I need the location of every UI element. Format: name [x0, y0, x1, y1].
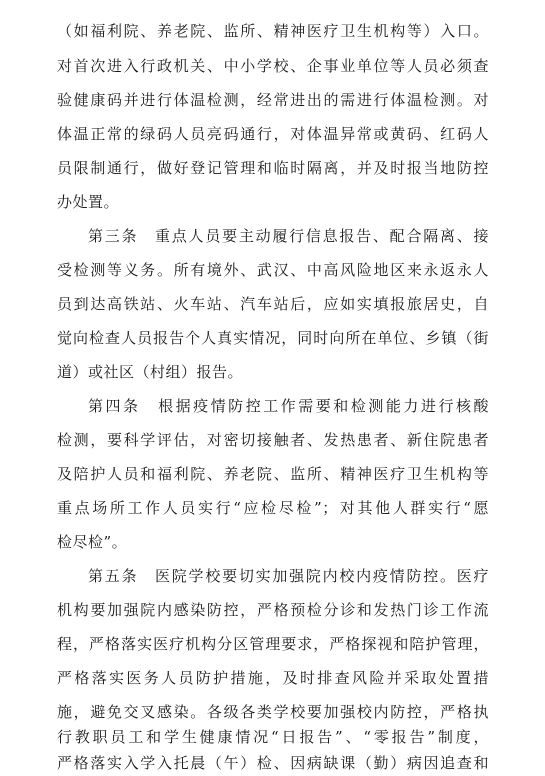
text-line: 严格落实入学入托晨（午）检、因病缺课（勤）病因追查和: [57, 754, 489, 772]
text-line: 员限制通行，做好登记管理和临时隔离，并及时报当地防控: [57, 159, 489, 177]
text-line: 验健康码并进行体温检测，经常进出的需进行体温检测。对: [57, 91, 489, 109]
text-line: 对首次进入行政机关、中小学校、企事业单位等人员必须查: [57, 57, 489, 75]
text-line: 受检测等义务。所有境外、武汉、中高风险地区来永返永人: [57, 261, 489, 279]
article-heading-line: 第五条 医院学校要切实加强院内校内疫情防控。医疗: [88, 567, 489, 585]
article-heading-line: 第三条 重点人员要主动履行信息报告、配合隔离、接: [88, 227, 489, 245]
text-line: （如福利院、养老院、监所、精神医疗卫生机构等）入口。: [57, 22, 489, 40]
text-line: 及陪护人员和福利院、养老院、监所、精神医疗卫生机构等: [57, 465, 489, 483]
text-line: 检测，要科学评估，对密切接触者、发热患者、新住院患者: [57, 431, 489, 449]
text-line: 施，避免交叉感染。各级各类学校要加强校内防控，严格执: [57, 703, 489, 721]
text-line: 体温正常的绿码人员亮码通行，对体温异常或黄码、红码人: [57, 125, 489, 143]
article-heading-line: 第四条 根据疫情防控工作需要和检测能力进行核酸: [88, 397, 489, 415]
text-line: 道）或社区（村组）报告。: [57, 363, 244, 381]
text-line: 程，严格落实医疗机构分区管理要求，严格探视和陪护管理，: [57, 635, 489, 653]
text-line: 行教职员工和学生健康情况“日报告”、“零报告”制度，: [57, 728, 489, 746]
text-line: 觉向检查人员报告个人真实情况，同时向所在单位、乡镇（街: [57, 329, 489, 347]
text-line: 机构要加强院内感染防控，严格预检分诊和发热门诊工作流: [57, 601, 489, 619]
text-line: 办处置。: [57, 193, 120, 211]
text-line: 检尽检”。: [57, 533, 128, 551]
text-line: 重点场所工作人员实行“应检尽检”；对其他人群实行“愿: [57, 499, 489, 517]
text-line: 严格落实医务人员防护措施，及时排查风险并采取处置措: [57, 669, 489, 687]
text-line: 员到达高铁站、火车站、汽车站后，应如实填报旅居史，自: [57, 295, 489, 313]
